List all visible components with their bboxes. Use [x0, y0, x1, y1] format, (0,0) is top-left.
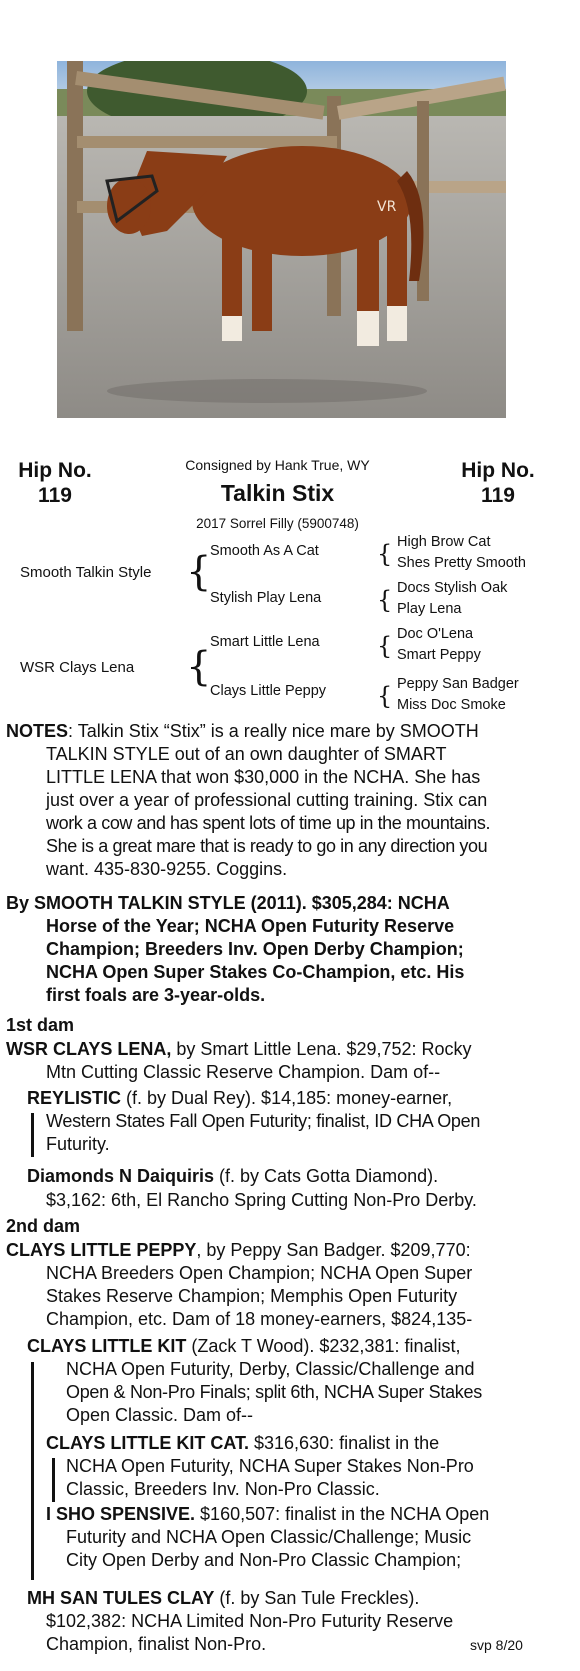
- notes-text: : Talkin Stix “Stix” is a really nice mare by SMOOTH: [68, 721, 479, 741]
- consignor: Consigned by Hank True, WY: [185, 457, 370, 473]
- sire-record-text: first foals are 3-year-olds.: [46, 985, 266, 1005]
- first-dam-heading: 1st dam: [6, 1015, 75, 1035]
- produce-text: Classic, Breeders Inv. Non-Pro Classic.: [66, 1479, 380, 1499]
- produce-text: Western States Fall Open Futurity; finalist, ID CHA Open: [46, 1111, 481, 1131]
- brace-icon: {: [186, 549, 212, 595]
- sire-record-text: Horse of the Year; NCHA Open Futurity Reserve: [46, 916, 455, 936]
- pedigree-dsd: Smart Peppy: [397, 647, 481, 663]
- produce-name: CLAYS LITTLE KIT: [27, 1336, 187, 1356]
- produce-name: I SHO SPENSIVE.: [46, 1504, 196, 1524]
- first-dam-text: Mtn Cutting Classic Reserve Champion. Dam of--: [46, 1062, 441, 1082]
- produce-name: MH SAN TULES CLAY: [27, 1588, 215, 1608]
- first-dam-text: by Smart Little Lena. $29,752: Rocky: [171, 1039, 472, 1059]
- produce-text: $160,507: finalist in the NCHA Open: [195, 1504, 490, 1524]
- pedigree-sire: Smooth Talkin Style: [20, 564, 152, 581]
- hip-label: Hip No.: [461, 459, 535, 482]
- pedigree-sire-sire: Smooth As A Cat: [210, 543, 319, 559]
- second-dam-text: Stakes Reserve Champion; Memphis Open Futurity: [46, 1286, 458, 1306]
- produce-text: Futurity.: [46, 1134, 110, 1154]
- notes-text: She is a great mare that is ready to go in any direction you: [46, 836, 488, 856]
- pedigree-sire-dam: Stylish Play Lena: [210, 590, 322, 606]
- brace-icon: {: [377, 586, 393, 614]
- pedigree-sss: High Brow Cat: [397, 534, 491, 550]
- produce-bar: [31, 1113, 34, 1157]
- notes-text: work a cow and has spent lots of time up in the mountains.: [46, 813, 491, 833]
- second-dam-name: CLAYS LITTLE PEPPY: [6, 1240, 197, 1260]
- brand-mark: VR: [377, 199, 397, 215]
- sire-record-text: By SMOOTH TALKIN STYLE (2011). $305,284: NCHA: [6, 893, 450, 913]
- produce-text: Open & Non-Pro Finals; split 6th, NCHA Super Stakes: [66, 1382, 482, 1402]
- brace-icon: {: [377, 632, 393, 660]
- produce-bar: [31, 1362, 34, 1580]
- breeding-info: 2017 Sorrel Filly (5900748): [196, 516, 359, 531]
- produce-text: Open Classic. Dam of--: [66, 1405, 254, 1425]
- hip-number-right: [452, 458, 544, 508]
- brace-icon: {: [377, 540, 393, 568]
- hip-number: 119: [38, 484, 72, 507]
- pedigree-dds: Peppy San Badger: [397, 676, 519, 692]
- notes-text: TALKIN STYLE out of an own daughter of SMART: [46, 744, 447, 764]
- produce-text: $316,630: finalist in the: [249, 1433, 440, 1453]
- sire-record-text: Champion; Breeders Inv. Open Derby Champion;: [46, 939, 464, 959]
- horse-photo: [57, 61, 506, 418]
- pedigree-ssd: Shes Pretty Smooth: [397, 555, 526, 571]
- pedigree-ddd: Miss Doc Smoke: [397, 697, 506, 713]
- produce-bar: [52, 1458, 55, 1502]
- brace-icon: {: [186, 644, 212, 690]
- sire-record-text: NCHA Open Super Stakes Co-Champion, etc. His: [46, 962, 465, 982]
- second-dam-text: , by Peppy San Badger. $209,770:: [196, 1240, 471, 1260]
- hip-number-left: [14, 458, 96, 508]
- produce-name: Diamonds N Daiquiris: [27, 1166, 215, 1186]
- produce-text: $3,162: 6th, El Rancho Spring Cutting Non-Pro Derby.: [46, 1190, 477, 1210]
- notes-text: LITTLE LENA that won $30,000 in the NCHA. She has: [46, 767, 481, 787]
- pedigree-dss: Doc O'Lena: [397, 626, 474, 642]
- pedigree-sds: Docs Stylish Oak: [397, 580, 508, 596]
- second-dam-text: Champion, etc. Dam of 18 money-earners, $824,135-: [46, 1309, 473, 1329]
- hip-number: 119: [481, 484, 515, 507]
- produce-text: $102,382: NCHA Limited Non-Pro Futurity Reserve: [46, 1611, 454, 1631]
- produce-text: (f. by San Tule Freckles).: [214, 1588, 420, 1608]
- notes-label: NOTES: [6, 721, 69, 741]
- pedigree-dam-sire: Smart Little Lena: [210, 634, 320, 650]
- produce-text: (f. by Cats Gotta Diamond).: [214, 1166, 439, 1186]
- horse-name: Talkin Stix: [220, 480, 335, 506]
- produce-text: City Open Derby and Non-Pro Classic Champion;: [66, 1550, 462, 1570]
- notes-text: want. 435-830-9255. Coggins.: [46, 859, 288, 879]
- pedigree-dam: WSR Clays Lena: [20, 659, 135, 676]
- first-dam-name: WSR CLAYS LENA,: [6, 1039, 172, 1059]
- brace-icon: {: [377, 682, 393, 710]
- produce-name: REYLISTIC: [27, 1088, 122, 1108]
- hip-label: Hip No.: [18, 459, 92, 482]
- produce-text: (f. by Dual Rey). $14,185: money-earner,: [121, 1088, 453, 1108]
- produce-name: CLAYS LITTLE KIT CAT.: [46, 1433, 250, 1453]
- produce-text: Champion, finalist Non-Pro.: [46, 1634, 267, 1654]
- pedigree-sdd: Play Lena: [397, 601, 462, 617]
- pedigree-dam-dam: Clays Little Peppy: [210, 683, 327, 699]
- second-dam-text: NCHA Breeders Open Champion; NCHA Open Super: [46, 1263, 473, 1283]
- produce-text: NCHA Open Futurity, NCHA Super Stakes Non-Pro: [66, 1456, 474, 1476]
- produce-text: NCHA Open Futurity, Derby, Classic/Challenge and: [66, 1359, 475, 1379]
- produce-text: (Zack T Wood). $232,381: finalist,: [186, 1336, 461, 1356]
- notes-text: just over a year of professional cutting training. Stix can: [46, 790, 488, 810]
- footer-code: svp 8/20: [470, 1637, 523, 1653]
- second-dam-heading: 2nd dam: [6, 1216, 81, 1236]
- produce-text: Futurity and NCHA Open Classic/Challenge; Music: [66, 1527, 472, 1547]
